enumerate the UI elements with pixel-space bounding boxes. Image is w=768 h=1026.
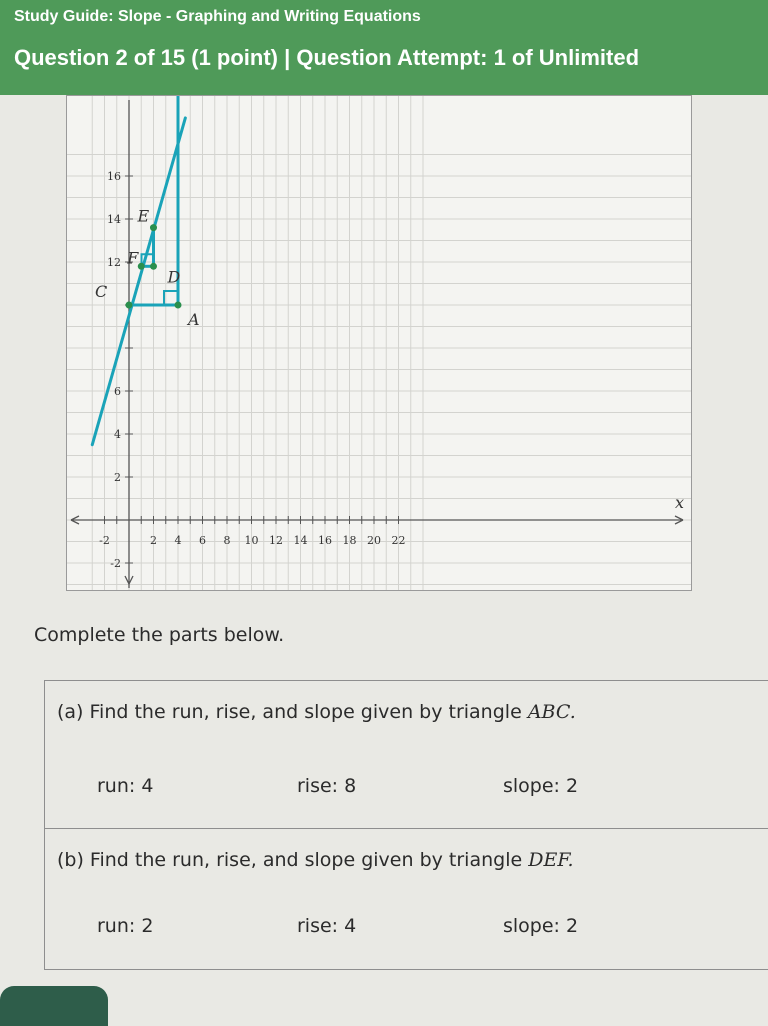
part-a-rise-answer[interactable]: rise: 8 <box>297 775 357 797</box>
study-guide-title: Study Guide: Slope - Graphing and Writing Equations <box>14 8 421 25</box>
point-label-c: C <box>95 282 108 301</box>
x-tick-label: 6 <box>199 534 206 547</box>
part-a-prompt-text: (a) Find the run, rise, and slope given by triangle <box>57 701 528 723</box>
y-tick-label: -2 <box>110 557 121 570</box>
x-tick-label: 18 <box>342 534 357 547</box>
y-tick-label: 2 <box>114 471 121 484</box>
part-b-run-answer[interactable]: run: 2 <box>97 915 154 937</box>
x-tick-label: 2 <box>150 534 157 547</box>
graph-axes <box>71 100 683 588</box>
y-tick-label: 4 <box>114 428 121 441</box>
x-tick-label: 22 <box>391 534 406 547</box>
question-header <box>0 0 768 95</box>
point-d <box>150 263 157 270</box>
x-tick-label: 16 <box>318 534 332 547</box>
part-b-rise-answer[interactable]: rise: 4 <box>297 915 357 937</box>
graph-grid <box>67 96 692 591</box>
x-axis-label: x <box>675 493 685 512</box>
point-e <box>150 224 157 231</box>
part-b-panel <box>44 828 768 970</box>
point-label-e: E <box>137 206 150 226</box>
point-label-d: D <box>167 267 181 287</box>
graph-canvas <box>67 96 692 591</box>
x-tick-label: 8 <box>223 534 231 547</box>
x-tick-label: 10 <box>244 534 259 547</box>
point-a <box>175 302 182 309</box>
point-f <box>138 263 145 270</box>
y-tick-label: 14 <box>107 213 121 226</box>
part-a-prompt <box>57 701 576 723</box>
point-label-f: F <box>127 248 139 268</box>
x-tick-label: 20 <box>367 534 381 547</box>
instructions-text: Complete the parts below. <box>34 624 285 646</box>
point-label-a: A <box>188 310 200 329</box>
part-a-slope-answer[interactable]: slope: 2 <box>503 775 579 797</box>
x-tick-label: -2 <box>99 534 110 547</box>
part-b-slope-answer[interactable]: slope: 2 <box>503 915 579 937</box>
coordinate-graph <box>66 95 692 591</box>
x-tick-label: 4 <box>174 534 182 547</box>
y-tick-label: 6 <box>114 385 121 398</box>
part-b-prompt-text: (b) Find the run, rise, and slope given by triangle <box>57 849 529 871</box>
y-tick-label: 16 <box>107 170 121 183</box>
part-b-triangle-name: DEF. <box>528 849 574 871</box>
y-tick-label: 12 <box>107 256 121 269</box>
part-b-prompt <box>57 849 574 871</box>
x-tick-label: 12 <box>269 534 283 547</box>
part-a-triangle-name: ABC. <box>527 701 576 723</box>
point-c <box>126 302 133 309</box>
x-tick-label: 14 <box>293 534 308 547</box>
part-a-panel <box>44 680 768 828</box>
check-button[interactable] <box>0 986 108 1026</box>
question-info: Question 2 of 15 (1 point) | Question Attempt: 1 of Unlimited <box>14 45 640 70</box>
part-a-run-answer[interactable]: run: 4 <box>97 775 154 797</box>
